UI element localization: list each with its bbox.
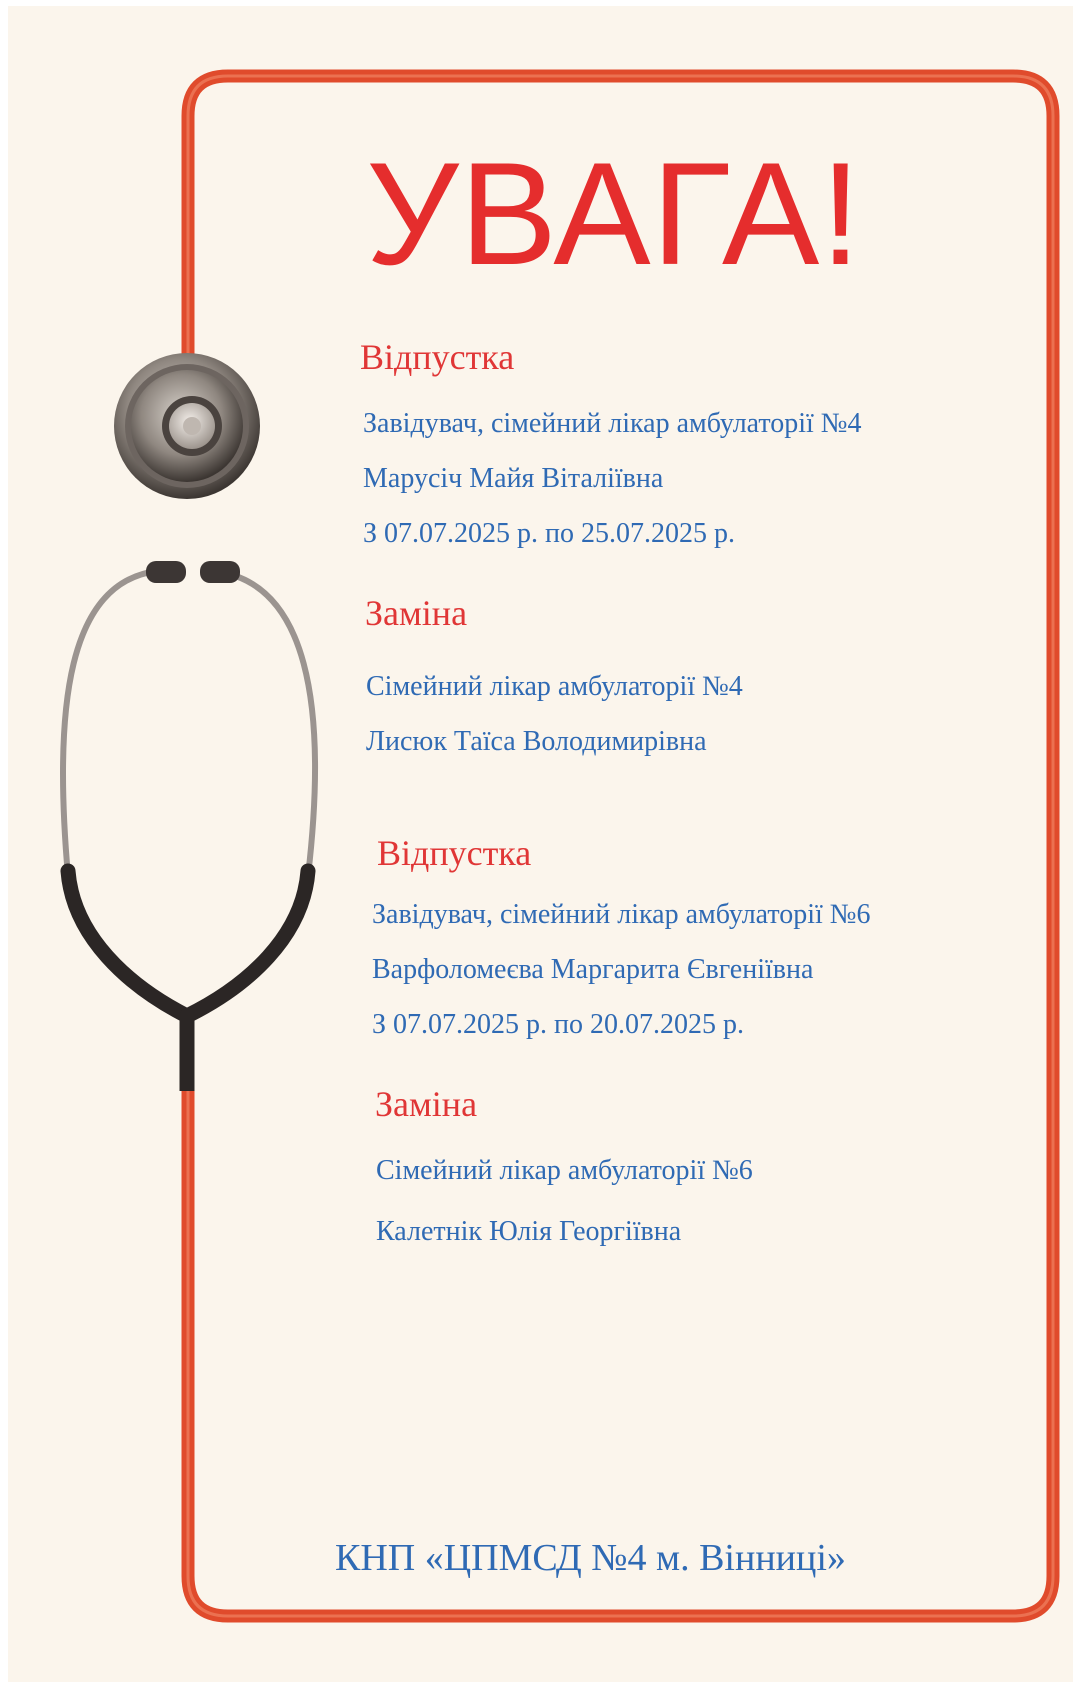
replacement-heading: Заміна bbox=[375, 1084, 478, 1124]
vacation-position: Завідувач, сімейний лікар амбулаторії №6 bbox=[372, 899, 871, 930]
tube-frame bbox=[188, 76, 1053, 1616]
poster bbox=[8, 6, 1073, 1682]
vacation-name: Варфоломеєва Маргарита Євгеніївна bbox=[372, 954, 814, 985]
earpiece-left bbox=[146, 561, 186, 583]
ear-tube-left bbox=[63, 571, 158, 876]
replacement-position: Сімейний лікар амбулаторії №6 bbox=[376, 1155, 753, 1186]
replacement-heading: Заміна bbox=[365, 593, 468, 633]
vacation-heading: Відпустка bbox=[360, 337, 515, 377]
ear-tube-right bbox=[213, 571, 315, 876]
vacation-heading: Відпустка bbox=[377, 833, 532, 873]
organization-footer: КНП «ЦПМСД №4 м. Вінниці» bbox=[335, 1537, 846, 1579]
replacement-position: Сімейний лікар амбулаторії №4 bbox=[366, 671, 743, 702]
vacation-period: З 07.07.2025 р. по 20.07.2025 р. bbox=[372, 1009, 745, 1040]
earpiece-right bbox=[200, 561, 240, 583]
vacation-period: З 07.07.2025 р. по 25.07.2025 р. bbox=[363, 518, 736, 549]
replacement-name: Калетнік Юлія Георгіївна bbox=[376, 1216, 682, 1247]
replacement-name: Лисюк Таїса Володимирівна bbox=[366, 726, 707, 757]
vacation-position: Завідувач, сімейний лікар амбулаторії №4 bbox=[363, 408, 862, 439]
vacation-name: Марусіч Майя Віталіївна bbox=[363, 463, 664, 494]
page-title: УВАГА! bbox=[366, 132, 862, 295]
